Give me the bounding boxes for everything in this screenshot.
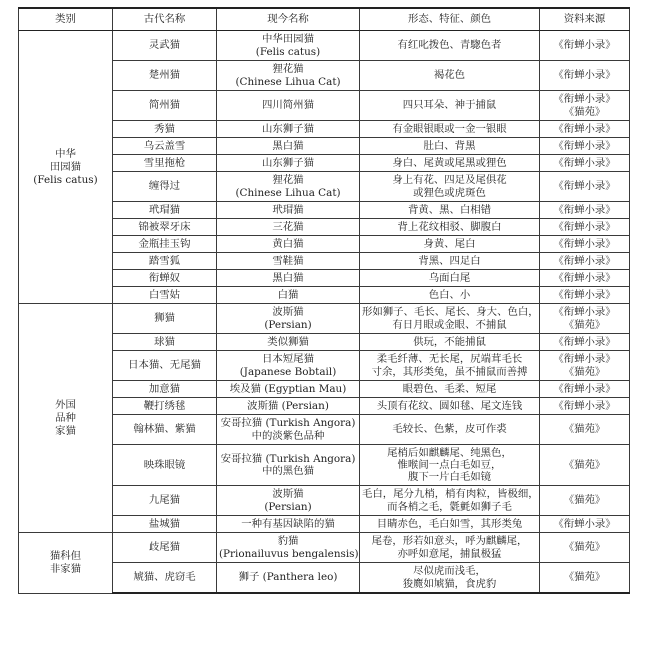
traits-cell-line: 尾梢后如麒麟尾、纯黑色， [387, 446, 512, 459]
modern-name-cell-line: 中的黑色猫 [262, 465, 314, 477]
category-cell-line: 田园猫 [49, 160, 82, 173]
ancient-name-cell-line: 日本猫、无尾猫 [128, 359, 201, 372]
source-cell-line: 《衔蝉小录》 [553, 288, 616, 301]
source-cell-line: 《衔蝉小录》 [553, 122, 616, 135]
source-cell [540, 351, 630, 381]
source-cell [540, 61, 630, 91]
ancient-name-cell-line: 简州猫 [148, 99, 181, 112]
traits-cell [360, 253, 540, 270]
ancient-name-cell [113, 270, 217, 287]
traits-cell-line: 褐花色 [433, 69, 466, 82]
traits-cell [360, 91, 540, 121]
modern-name-cell [217, 415, 360, 445]
ancient-name-cell-line: 球猫 [154, 335, 175, 348]
source-cell [540, 304, 630, 334]
modern-name-cell-line: 日本短尾猫 [262, 353, 314, 366]
traits-cell-line: 形如狮子、毛长、尾长、身大、色白， [362, 306, 539, 319]
traits-cell-line: 有红叱拨色、青騘色者 [397, 39, 502, 52]
modern-name-cell [217, 155, 360, 172]
ancient-name-cell-line: 楚州猫 [148, 69, 181, 82]
ancient-name-cell-line: 秀猫 [154, 122, 175, 135]
traits-cell [360, 334, 540, 351]
modern-name-cell [217, 351, 360, 381]
modern-name-cell-line: 四川简州猫 [262, 99, 314, 112]
ancient-name-cell-line: 雪里拖枪 [143, 156, 186, 169]
modern-name-cell-line: 一种有基因缺陷的猫 [241, 517, 335, 530]
modern-name-cell-line: 黑白猫 [272, 271, 304, 284]
source-cell-line: 《衔蝉小录》 [553, 237, 616, 250]
modern-name-cell-line: 雪鞋猫 [272, 254, 304, 267]
source-cell-line: 《猫苑》 [563, 105, 606, 118]
ancient-name-cell-line: 踏雪狐 [148, 254, 181, 267]
modern-name-cell [217, 172, 360, 202]
modern-name-cell-line: 山东狮子猫 [262, 122, 314, 135]
ancient-name-cell [113, 381, 217, 398]
modern-name-cell [217, 563, 360, 594]
traits-cell-line: 寸余，其形类兔，虽不捕鼠而善搏 [371, 365, 528, 378]
modern-name-cell-line: 白猫 [277, 288, 299, 301]
source-cell [540, 236, 630, 253]
ancient-name-cell [113, 445, 217, 486]
ancient-name-cell-line: 狮猫 [154, 312, 175, 325]
table-row [19, 533, 630, 563]
modern-name-cell-line: 安哥拉猫 (Turkish Angora) [220, 417, 356, 430]
source-cell [540, 533, 630, 563]
source-cell-line: 《猫苑》 [563, 365, 606, 378]
traits-cell-line: 狻麑如虓猫，食虎豹 [402, 577, 497, 590]
source-cell [540, 398, 630, 415]
ancient-name-cell [113, 287, 217, 304]
modern-name-cell-line: 黄白猫 [272, 237, 304, 250]
modern-name-cell-line: (Japanese Bobtail) [239, 365, 337, 378]
source-cell-line: 《衔蝉小录》 [553, 382, 616, 395]
header-traits: 形态、特征、颜色 [360, 8, 540, 31]
table-body [19, 31, 630, 594]
traits-cell [360, 445, 540, 486]
traits-cell [360, 236, 540, 253]
source-cell-line: 《衔蝉小录》 [553, 93, 616, 106]
source-cell [540, 172, 630, 202]
traits-cell-line: 背黄、黑、白相错 [407, 203, 492, 216]
header-ancient-name: 古代名称 [113, 8, 217, 31]
ancient-name-cell [113, 516, 217, 533]
traits-cell-line: 目睛赤色，毛白如雪，其形类兔 [376, 517, 523, 530]
modern-name-cell [217, 304, 360, 334]
ancient-name-cell [113, 253, 217, 270]
category-cell-line: 猫科但 [49, 549, 82, 562]
source-cell-line: 《猫苑》 [563, 458, 606, 471]
traits-cell-line: 尽似虎而浅毛， [413, 565, 486, 578]
ancient-name-cell-line: 金瓶挂玉钩 [138, 237, 191, 250]
source-cell-line: 《衔蝉小录》 [553, 203, 616, 216]
source-cell [540, 31, 630, 61]
ancient-name-cell-line: 虓猫、虎窃毛 [133, 571, 196, 584]
traits-cell [360, 351, 540, 381]
source-cell-line: 《衔蝉小录》 [553, 180, 616, 193]
ancient-name-cell-line: 鞭打绣毬 [143, 399, 186, 412]
traits-cell [360, 563, 540, 594]
ancient-name-cell-line: 玳瑁猫 [148, 203, 181, 216]
traits-cell [360, 516, 540, 533]
modern-name-cell [217, 334, 360, 351]
traits-cell [360, 219, 540, 236]
source-cell-line: 《衔蝉小录》 [553, 399, 616, 412]
traits-cell-line: 尾卷，形若如意头，呼为麒麟尾， [371, 535, 528, 548]
source-cell-line: 《衔蝉小录》 [553, 306, 616, 319]
ancient-name-cell [113, 172, 217, 202]
ancient-name-cell-line: 白雪姑 [148, 288, 181, 301]
modern-name-cell [217, 138, 360, 155]
source-cell [540, 563, 630, 594]
ancient-name-cell [113, 398, 217, 415]
modern-name-cell-line: 波斯猫 [272, 488, 304, 501]
ancient-name-cell-line: 歧尾猫 [148, 541, 181, 554]
source-cell-line: 《衔蝉小录》 [553, 517, 616, 530]
ancient-name-cell-line: 加意猫 [148, 382, 181, 395]
source-cell [540, 121, 630, 138]
modern-name-cell-line: 安哥拉猫 (Turkish Angora) [220, 452, 356, 465]
traits-cell [360, 202, 540, 219]
category-cell-line: (Felis catus) [33, 173, 98, 186]
traits-cell [360, 61, 540, 91]
ancient-name-cell-line: 九尾猫 [148, 494, 181, 507]
modern-name-cell [217, 91, 360, 121]
source-cell-line: 《衔蝉小录》 [553, 39, 616, 52]
source-cell [540, 287, 630, 304]
source-cell [540, 270, 630, 287]
modern-name-cell [217, 61, 360, 91]
modern-name-cell-line: 豹猫 [277, 535, 299, 548]
ancient-name-cell [113, 236, 217, 253]
ancient-name-cell [113, 31, 217, 61]
ancient-name-cell [113, 563, 217, 594]
modern-name-cell-line: (Persian) [264, 500, 312, 513]
modern-name-cell-line: 中华田园猫 [262, 33, 314, 46]
modern-name-cell-line: 波斯猫 [272, 306, 304, 319]
modern-name-cell-line: 狸花猫 [272, 174, 304, 187]
traits-cell-line: 供玩，不能捕鼠 [413, 335, 486, 348]
traits-cell-line: 乌面白尾 [428, 271, 471, 284]
ancient-name-cell [113, 486, 217, 516]
modern-name-cell [217, 486, 360, 516]
cat-breeds-table [18, 7, 630, 594]
source-cell-line: 《衔蝉小录》 [553, 271, 616, 284]
modern-name-cell [217, 381, 360, 398]
traits-cell [360, 121, 540, 138]
modern-name-cell [217, 31, 360, 61]
source-cell-line: 《衔蝉小录》 [553, 254, 616, 267]
traits-cell-line: 亦呼如意尾，捕鼠极猛 [397, 547, 502, 560]
traits-cell [360, 381, 540, 398]
source-cell-line: 《猫苑》 [563, 318, 606, 331]
ancient-name-cell [113, 155, 217, 172]
ancient-name-cell-line: 乌云盖雪 [143, 139, 186, 152]
modern-name-cell-line: 波斯猫 (Persian) [247, 399, 329, 412]
modern-name-cell-line: 狮子 (Panthera leo) [238, 571, 338, 584]
category-cell [19, 533, 113, 594]
ancient-name-cell-line: 缠得过 [148, 180, 181, 193]
ancient-name-cell [113, 533, 217, 563]
traits-cell [360, 172, 540, 202]
modern-name-cell-line: 玳瑁猫 [272, 203, 304, 216]
source-cell [540, 381, 630, 398]
source-cell [540, 219, 630, 236]
traits-cell-line: 柔毛纤薄、无长尾，尻端茸毛长 [376, 353, 523, 366]
traits-cell [360, 138, 540, 155]
traits-cell-line: 有金眼银眼或一金一银眼 [392, 122, 507, 135]
source-cell [540, 138, 630, 155]
category-cell-line: 品种 [55, 411, 76, 424]
source-cell-line: 《衔蝉小录》 [553, 156, 616, 169]
ancient-name-cell [113, 61, 217, 91]
ancient-name-cell [113, 304, 217, 334]
traits-cell-line: 身白、尾黄或尾黑或狸色 [392, 156, 507, 169]
traits-cell-line: 身上有花、四足及尾俱花 [392, 174, 507, 187]
ancient-name-cell-line: 锦被翠牙床 [138, 220, 191, 233]
ancient-name-cell-line: 衔蝉奴 [148, 271, 181, 284]
traits-cell-line: 毛白，尾分九梢，梢有肉粒，皆极细， [362, 488, 539, 501]
source-cell [540, 253, 630, 270]
ancient-name-cell [113, 415, 217, 445]
modern-name-cell [217, 270, 360, 287]
traits-cell [360, 31, 540, 61]
source-cell [540, 202, 630, 219]
traits-cell [360, 398, 540, 415]
traits-cell [360, 270, 540, 287]
source-cell [540, 516, 630, 533]
traits-cell [360, 287, 540, 304]
source-cell-line: 《猫苑》 [563, 423, 606, 436]
source-cell-line: 《衔蝉小录》 [553, 139, 616, 152]
modern-name-cell-line: (Chinese Lihua Cat) [235, 186, 341, 199]
modern-name-cell [217, 219, 360, 236]
traits-cell [360, 533, 540, 563]
traits-cell-line: 毛较长、色紫，皮可作裘 [392, 423, 507, 436]
table-row [19, 31, 630, 61]
ancient-name-cell [113, 202, 217, 219]
category-cell [19, 304, 113, 533]
modern-name-cell-line: (Chinese Lihua Cat) [235, 75, 341, 88]
header-modern-name: 现今名称 [217, 8, 360, 31]
source-cell-line: 《猫苑》 [563, 571, 606, 584]
category-cell-line: 非家猫 [49, 562, 82, 575]
source-cell [540, 445, 630, 486]
source-cell [540, 334, 630, 351]
modern-name-cell [217, 398, 360, 415]
modern-name-cell-line: (Prionailuvus bengalensis) [219, 547, 359, 560]
modern-name-cell-line: (Felis catus) [255, 45, 321, 58]
modern-name-cell-line: (Persian) [264, 318, 312, 331]
modern-name-cell-line: 山东狮子猫 [262, 156, 314, 169]
modern-name-cell [217, 533, 360, 563]
traits-cell-line: 肚白、背黑 [423, 139, 476, 152]
modern-name-cell [217, 516, 360, 533]
modern-name-cell-line: 三花猫 [272, 220, 304, 233]
source-cell [540, 486, 630, 516]
ancient-name-cell-line: 灵武猫 [148, 39, 181, 52]
traits-cell [360, 304, 540, 334]
category-cell [19, 31, 113, 304]
traits-cell-line: 有日月眼或金眼、不捕鼠 [392, 318, 507, 331]
ancient-name-cell [113, 334, 217, 351]
traits-cell [360, 155, 540, 172]
source-cell [540, 415, 630, 445]
table-header-row [19, 8, 630, 31]
traits-cell-line: 惟喉间一点白毛如豆， [397, 458, 502, 471]
modern-name-cell-line: 类似狮猫 [267, 335, 309, 348]
source-cell [540, 155, 630, 172]
ancient-name-cell [113, 121, 217, 138]
ancient-name-cell-line: 翰林猫、紫猫 [133, 423, 196, 436]
traits-cell-line: 身黄、尾白 [423, 237, 476, 250]
modern-name-cell [217, 287, 360, 304]
source-cell-line: 《猫苑》 [563, 541, 606, 554]
traits-cell-line: 而各梢之毛，氋氃如狮子毛 [387, 500, 512, 513]
source-cell-line: 《衔蝉小录》 [553, 353, 616, 366]
traits-cell-line: 背黑、四足白 [418, 254, 481, 267]
ancient-name-cell [113, 138, 217, 155]
modern-name-cell [217, 253, 360, 270]
header-source: 资料来源 [540, 8, 630, 31]
ancient-name-cell [113, 91, 217, 121]
category-cell-line: 家猫 [55, 424, 76, 437]
ancient-name-cell [113, 351, 217, 381]
source-cell-line: 《猫苑》 [563, 494, 606, 507]
category-cell-line: 外国 [55, 398, 76, 411]
modern-name-cell [217, 202, 360, 219]
modern-name-cell [217, 121, 360, 138]
ancient-name-cell-line: 映珠眼镜 [143, 458, 186, 471]
ancient-name-cell [113, 219, 217, 236]
traits-cell-line: 四只耳朵、神于捕鼠 [402, 99, 497, 112]
modern-name-cell-line: 中的淡紫色品种 [251, 429, 325, 442]
modern-name-cell [217, 236, 360, 253]
traits-cell-line: 眼碧色、毛柔、短尾 [402, 382, 497, 395]
traits-cell [360, 486, 540, 516]
modern-name-cell-line: 狸花猫 [272, 63, 304, 76]
source-cell-line: 《衔蝉小录》 [553, 335, 616, 348]
category-cell-line: 中华 [55, 147, 76, 160]
traits-cell-line: 或狸色或虎斑色 [413, 186, 486, 199]
traits-cell-line: 背上花纹相驳、脚腹白 [397, 220, 502, 233]
traits-cell-line: 腹下一片白毛如镜 [407, 471, 492, 484]
traits-cell [360, 415, 540, 445]
modern-name-cell-line: 黑白猫 [272, 139, 304, 152]
header-category: 类别 [19, 8, 113, 31]
source-cell-line: 《衔蝉小录》 [553, 220, 616, 233]
modern-name-cell [217, 445, 360, 486]
source-cell-line: 《衔蝉小录》 [553, 69, 616, 82]
traits-cell-line: 色白、小 [428, 288, 471, 301]
ancient-name-cell-line: 盐城猫 [148, 517, 181, 530]
modern-name-cell-line: 埃及猫 (Egyptian Mau) [229, 382, 347, 395]
source-cell [540, 91, 630, 121]
table-row [19, 304, 630, 334]
traits-cell-line: 头顶有花纹、圆如毬、尾文连钱 [376, 399, 523, 412]
